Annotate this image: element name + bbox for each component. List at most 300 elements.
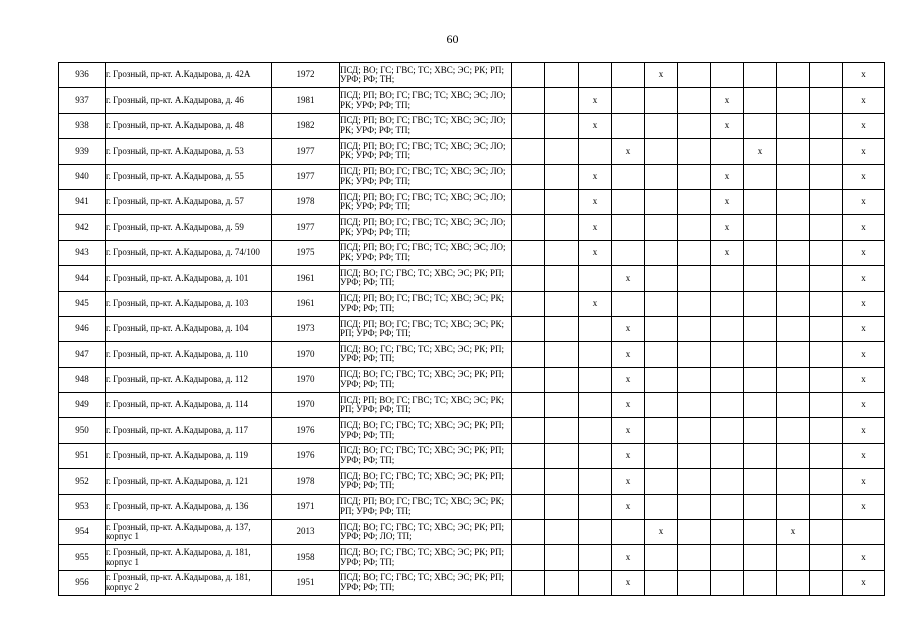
row-number-cell: 943 (59, 240, 106, 265)
mark-cell: x (711, 240, 744, 265)
table-row (59, 189, 885, 214)
table-row (59, 367, 885, 392)
mark-cell (678, 393, 711, 418)
mark-cell (512, 367, 545, 392)
mark-cell (810, 418, 843, 443)
row-number-cell: 945 (59, 291, 106, 316)
mark-cell (579, 266, 612, 291)
mark-cell: x (843, 570, 885, 595)
mark-cell (512, 139, 545, 164)
address-cell (106, 494, 272, 519)
year-cell: 1951 (272, 570, 340, 595)
mark-cell (579, 443, 612, 468)
page-number: 60 (446, 32, 459, 46)
mark-cell: x (843, 240, 885, 265)
mark-cell: x (843, 367, 885, 392)
mark-cell (579, 316, 612, 341)
address-cell (106, 240, 272, 265)
mark-cell (645, 291, 678, 316)
address-cell (106, 367, 272, 392)
mark-cell (744, 63, 777, 88)
mark-cell (810, 316, 843, 341)
mark-cell: x (579, 215, 612, 240)
mark-cell (579, 494, 612, 519)
address-cell (106, 139, 272, 164)
mark-cell: x (612, 418, 645, 443)
mark-cell: x (579, 291, 612, 316)
mark-cell (678, 520, 711, 545)
mark-cell (678, 316, 711, 341)
mark-cell: x (612, 367, 645, 392)
row-number-cell: 946 (59, 316, 106, 341)
systems-text: ПСД; ВО; ГС; ГВС; ТС; ХВС; ЭС; РК; РП; УРФ; РФ; ТП; (340, 268, 504, 288)
address-text: г. Грозный, пр-кт. А.Кадырова, д. 181, корпус 2 (106, 573, 251, 592)
systems-cell (340, 240, 512, 265)
address-cell (106, 418, 272, 443)
mark-cell (810, 443, 843, 468)
mark-cell (678, 570, 711, 595)
address-text: г. Грозный, пр-кт. А.Кадырова, д. 112 (106, 375, 248, 385)
mark-cell (744, 316, 777, 341)
table-row (59, 418, 885, 443)
address-text: г. Грозный, пр-кт. А.Кадырова, д. 114 (106, 400, 248, 410)
mark-cell (579, 367, 612, 392)
mark-cell (810, 266, 843, 291)
mark-cell: x (843, 189, 885, 214)
mark-cell: x (843, 215, 885, 240)
mark-cell (545, 520, 579, 545)
address-text: г. Грозный, пр-кт. А.Кадырова, д. 119 (106, 451, 248, 461)
mark-cell (612, 88, 645, 113)
mark-cell: x (843, 88, 885, 113)
table-row (59, 113, 885, 138)
systems-text: ПСД; ВО; ГС; ГВС; ТС; ХВС; ЭС; РК; РП; УРФ; РФ; ТП; (340, 421, 504, 440)
systems-cell (340, 342, 512, 367)
systems-text: ПСД; РП; ВО; ГС; ГВС; ТС; ХВС; ЭС; ЛО; РК; УРФ; РФ; ТП; (340, 141, 506, 161)
mark-cell (512, 189, 545, 214)
row-number-cell: 947 (59, 342, 106, 367)
mark-cell (512, 63, 545, 88)
address-cell (106, 393, 272, 418)
mark-cell: x (645, 520, 678, 545)
systems-text: ПСД; ВО; ГС; ГВС; ТС; ХВС; ЭС; РК; РП; УРФ; РФ; ТП; (340, 446, 504, 466)
systems-cell (340, 469, 512, 494)
mark-cell (744, 215, 777, 240)
row-number-cell: 950 (59, 418, 106, 443)
systems-text: ПСД; РП; ВО; ГС; ГВС; ТС; ХВС; ЭС; ЛО; РК; УРФ; РФ; ТП; (340, 90, 506, 110)
systems-cell (340, 443, 512, 468)
systems-cell (340, 266, 512, 291)
year-cell: 1961 (272, 266, 340, 291)
mark-cell (810, 469, 843, 494)
mark-cell (645, 342, 678, 367)
row-number-cell: 942 (59, 215, 106, 240)
mark-cell (645, 113, 678, 138)
address-text: г. Грозный, пр-кт. А.Кадырова, д. 48 (106, 121, 244, 131)
mark-cell (810, 113, 843, 138)
address-text: г. Грозный, пр-кт. А.Кадырова, д. 104 (106, 324, 249, 334)
mark-cell (711, 545, 744, 570)
mark-cell (545, 367, 579, 392)
year-cell: 1975 (272, 240, 340, 265)
table-row (59, 520, 885, 545)
year-cell: 1961 (272, 291, 340, 316)
address-cell (106, 342, 272, 367)
mark-cell (810, 164, 843, 189)
address-cell (106, 266, 272, 291)
address-text: г. Грозный, пр-кт. А.Кадырова, д. 55 (106, 171, 244, 181)
mark-cell (810, 545, 843, 570)
mark-cell (678, 545, 711, 570)
mark-cell (545, 342, 579, 367)
mark-cell (711, 367, 744, 392)
mark-cell (777, 418, 810, 443)
mark-cell (545, 164, 579, 189)
mark-cell (744, 291, 777, 316)
systems-cell (340, 63, 512, 88)
mark-cell (545, 139, 579, 164)
mark-cell (579, 545, 612, 570)
mark-cell: x (612, 570, 645, 595)
mark-cell: x (612, 494, 645, 519)
mark-cell (545, 215, 579, 240)
systems-text: ПСД; РП; ВО; ГС; ГВС; ТС; ХВС; ЭС; ЛО; РК; УРФ; РФ; ТП; (340, 217, 506, 237)
mark-cell (612, 291, 645, 316)
table-row (59, 393, 885, 418)
year-cell: 1976 (272, 418, 340, 443)
mark-cell (777, 215, 810, 240)
mark-cell (645, 164, 678, 189)
address-text: г. Грозный, пр-кт. А.Кадырова, д. 53 (106, 146, 244, 156)
mark-cell (612, 215, 645, 240)
mark-cell (711, 266, 744, 291)
mark-cell (711, 393, 744, 418)
mark-cell (645, 88, 678, 113)
systems-text: ПСД; РП; ВО; ГС; ГВС; ТС; ХВС; ЭС; РК; РП; УРФ; РФ; ТП; (340, 497, 504, 516)
mark-cell (711, 570, 744, 595)
mark-cell (777, 570, 810, 595)
mark-cell (744, 520, 777, 545)
mark-cell (545, 189, 579, 214)
mark-cell: x (612, 266, 645, 291)
mark-cell (512, 418, 545, 443)
mark-cell: x (843, 164, 885, 189)
registry-body (59, 63, 885, 596)
mark-cell (744, 189, 777, 214)
mark-cell (545, 443, 579, 468)
row-number-cell: 944 (59, 266, 106, 291)
mark-cell (711, 342, 744, 367)
address-text: г. Грозный, пр-кт. А.Кадырова, д. 137, корпус 1 (106, 522, 251, 542)
address-text: г. Грозный, пр-кт. А.Кадырова, д. 121 (106, 476, 249, 486)
row-number-cell: 937 (59, 88, 106, 113)
address-text: г. Грозный, пр-кт. А.Кадырова, д. 117 (106, 425, 248, 435)
systems-cell (340, 316, 512, 341)
table-row (59, 469, 885, 494)
address-text: г. Грозный, пр-кт. А.Кадырова, д. 57 (106, 197, 244, 207)
row-number-cell: 939 (59, 139, 106, 164)
row-number-cell: 938 (59, 113, 106, 138)
mark-cell (612, 113, 645, 138)
address-cell (106, 443, 272, 468)
mark-cell (744, 342, 777, 367)
mark-cell: x (744, 139, 777, 164)
mark-cell (777, 393, 810, 418)
mark-cell (777, 342, 810, 367)
mark-cell (512, 266, 545, 291)
building-registry-table (58, 62, 885, 596)
mark-cell: x (843, 139, 885, 164)
systems-text: ПСД; РП; ВО; ГС; ГВС; ТС; ХВС; ЭС; РК; УРФ; РФ; ТП; (340, 294, 504, 313)
mark-cell (777, 240, 810, 265)
table-row (59, 164, 885, 189)
address-text: г. Грозный, пр-кт. А.Кадырова, д. 110 (106, 349, 248, 359)
address-cell (106, 570, 272, 595)
mark-cell (645, 240, 678, 265)
mark-cell: x (843, 342, 885, 367)
mark-cell (678, 469, 711, 494)
mark-cell: x (612, 545, 645, 570)
mark-cell (678, 88, 711, 113)
mark-cell: x (711, 113, 744, 138)
table-row (59, 443, 885, 468)
systems-text: ПСД; ВО; ГС; ГВС; ТС; ХВС; ЭС; РК; РП; УРФ; РФ; ТП; (340, 548, 504, 567)
mark-cell (744, 443, 777, 468)
mark-cell (612, 189, 645, 214)
systems-text: ПСД; РП; ВО; ГС; ГВС; ТС; ХВС; ЭС; РК; РП; УРФ; РФ; ТП; (340, 395, 504, 415)
year-cell: 1977 (272, 139, 340, 164)
mark-cell: x (711, 189, 744, 214)
mark-cell (645, 545, 678, 570)
mark-cell (612, 164, 645, 189)
mark-cell (678, 189, 711, 214)
mark-cell (810, 367, 843, 392)
address-text: г. Грозный, пр-кт. А.Кадырова, д. 46 (106, 95, 244, 105)
mark-cell (512, 215, 545, 240)
mark-cell (777, 266, 810, 291)
mark-cell (645, 418, 678, 443)
mark-cell (678, 240, 711, 265)
mark-cell (645, 393, 678, 418)
address-cell (106, 113, 272, 138)
mark-cell (545, 570, 579, 595)
mark-cell (744, 393, 777, 418)
mark-cell (545, 545, 579, 570)
address-cell (106, 316, 272, 341)
mark-cell: x (579, 113, 612, 138)
mark-cell (744, 240, 777, 265)
address-cell (106, 215, 272, 240)
mark-cell (512, 443, 545, 468)
mark-cell (777, 367, 810, 392)
mark-cell (612, 63, 645, 88)
year-cell: 1978 (272, 469, 340, 494)
mark-cell (777, 316, 810, 341)
systems-cell (340, 393, 512, 418)
mark-cell (512, 113, 545, 138)
mark-cell (810, 189, 843, 214)
systems-text: ПСД; ВО; ГС; ГВС; ТС; ХВС; ЭС; РК; РП; УРФ; РФ; ТН; (340, 65, 504, 85)
mark-cell (612, 240, 645, 265)
mark-cell (777, 164, 810, 189)
systems-cell (340, 88, 512, 113)
mark-cell (512, 291, 545, 316)
mark-cell (711, 418, 744, 443)
mark-cell (810, 240, 843, 265)
mark-cell: x (843, 63, 885, 88)
row-number-cell: 954 (59, 520, 106, 545)
systems-text: ПСД; РП; ВО; ГС; ГВС; ТС; ХВС; ЭС; ЛО; РК; УРФ; РФ; ТП; (340, 243, 506, 262)
address-cell (106, 291, 272, 316)
address-text: г. Грозный, пр-кт. А.Кадырова, д. 42А (106, 70, 251, 80)
mark-cell (645, 443, 678, 468)
mark-cell (777, 113, 810, 138)
mark-cell (512, 342, 545, 367)
table-row (59, 342, 885, 367)
mark-cell (711, 291, 744, 316)
mark-cell (678, 139, 711, 164)
address-text: г. Грозный, пр-кт. А.Кадырова, д. 59 (106, 222, 244, 232)
mark-cell (579, 469, 612, 494)
mark-cell (777, 291, 810, 316)
mark-cell (678, 342, 711, 367)
year-cell: 1977 (272, 215, 340, 240)
mark-cell: x (711, 215, 744, 240)
mark-cell (579, 520, 612, 545)
systems-text: ПСД; РП; ВО; ГС; ГВС; ТС; ХВС; ЭС; ЛО; РК; УРФ; РФ; ТП; (340, 192, 506, 212)
mark-cell (645, 139, 678, 164)
mark-cell: x (843, 443, 885, 468)
mark-cell (579, 393, 612, 418)
mark-cell: x (612, 139, 645, 164)
address-text: г. Грозный, пр-кт. А.Кадырова, д. 181, корпус 1 (106, 548, 251, 567)
systems-cell (340, 520, 512, 545)
systems-text: ПСД; РП; ВО; ГС; ГВС; ТС; ХВС; ЭС; РК; РП; УРФ; РФ; ТП; (340, 319, 504, 339)
year-cell: 1973 (272, 316, 340, 341)
year-cell: 1970 (272, 393, 340, 418)
systems-cell (340, 570, 512, 595)
mark-cell (810, 570, 843, 595)
systems-text: ПСД; РП; ВО; ГС; ГВС; ТС; ХВС; ЭС; ЛО; РК; УРФ; РФ; ТП; (340, 167, 506, 186)
row-number-cell: 936 (59, 63, 106, 88)
row-number-cell: 956 (59, 570, 106, 595)
mark-cell (777, 469, 810, 494)
mark-cell (777, 545, 810, 570)
mark-cell (512, 164, 545, 189)
year-cell: 1958 (272, 545, 340, 570)
mark-cell (678, 215, 711, 240)
mark-cell: x (612, 469, 645, 494)
address-cell (106, 164, 272, 189)
address-text: г. Грозный, пр-кт. А.Кадырова, д. 101 (106, 273, 249, 283)
systems-cell (340, 494, 512, 519)
table-row (59, 266, 885, 291)
mark-cell: x (843, 291, 885, 316)
mark-cell (645, 189, 678, 214)
mark-cell (545, 316, 579, 341)
systems-text: ПСД; ВО; ГС; ГВС; ТС; ХВС; ЭС; РК; РП; УРФ; РФ; ЛО; ТП; (340, 522, 504, 542)
mark-cell (744, 494, 777, 519)
address-text: г. Грозный, пр-кт. А.Кадырова, д. 74/100 (106, 248, 260, 258)
address-cell (106, 63, 272, 88)
mark-cell (810, 291, 843, 316)
mark-cell (545, 240, 579, 265)
mark-cell: x (843, 393, 885, 418)
year-cell: 1976 (272, 443, 340, 468)
systems-cell (340, 164, 512, 189)
row-number-cell: 941 (59, 189, 106, 214)
address-text: г. Грозный, пр-кт. А.Кадырова, д. 103 (106, 298, 249, 308)
mark-cell (645, 316, 678, 341)
mark-cell (512, 316, 545, 341)
mark-cell: x (612, 316, 645, 341)
mark-cell (678, 164, 711, 189)
mark-cell (545, 418, 579, 443)
mark-cell (711, 443, 744, 468)
mark-cell (810, 494, 843, 519)
mark-cell (744, 88, 777, 113)
address-cell (106, 520, 272, 545)
mark-cell (545, 494, 579, 519)
mark-cell (744, 570, 777, 595)
mark-cell (645, 367, 678, 392)
mark-cell (678, 443, 711, 468)
mark-cell (512, 520, 545, 545)
mark-cell (810, 215, 843, 240)
mark-cell (545, 393, 579, 418)
address-cell (106, 545, 272, 570)
mark-cell (512, 469, 545, 494)
mark-cell: x (579, 88, 612, 113)
table-row (59, 316, 885, 341)
mark-cell (711, 63, 744, 88)
mark-cell: x (843, 316, 885, 341)
mark-cell (810, 88, 843, 113)
mark-cell (645, 494, 678, 519)
address-text: г. Грозный, пр-кт. А.Кадырова, д. 136 (106, 502, 249, 512)
mark-cell: x (843, 266, 885, 291)
mark-cell (711, 520, 744, 545)
mark-cell: x (843, 545, 885, 570)
table-row (59, 240, 885, 265)
mark-cell (579, 342, 612, 367)
year-cell: 2013 (272, 520, 340, 545)
mark-cell: x (711, 164, 744, 189)
mark-cell (579, 63, 612, 88)
mark-cell (579, 570, 612, 595)
mark-cell (843, 520, 885, 545)
systems-text: ПСД; ВО; ГС; ГВС; ТС; ХВС; ЭС; РК; РП; УРФ; РФ; ТП; (340, 370, 504, 389)
table-row (59, 291, 885, 316)
row-number-cell: 940 (59, 164, 106, 189)
mark-cell (744, 418, 777, 443)
row-number-cell: 953 (59, 494, 106, 519)
year-cell: 1981 (272, 88, 340, 113)
mark-cell (810, 393, 843, 418)
mark-cell (678, 291, 711, 316)
mark-cell (545, 88, 579, 113)
address-cell (106, 88, 272, 113)
table-row (59, 88, 885, 113)
mark-cell (512, 88, 545, 113)
mark-cell (777, 494, 810, 519)
mark-cell (777, 139, 810, 164)
mark-cell: x (843, 113, 885, 138)
mark-cell (744, 266, 777, 291)
table-row (59, 139, 885, 164)
year-cell: 1970 (272, 342, 340, 367)
systems-text: ПСД; ВО; ГС; ГВС; ТС; ХВС; ЭС; РК; РП; УРФ; РФ; ТП; (340, 344, 504, 364)
